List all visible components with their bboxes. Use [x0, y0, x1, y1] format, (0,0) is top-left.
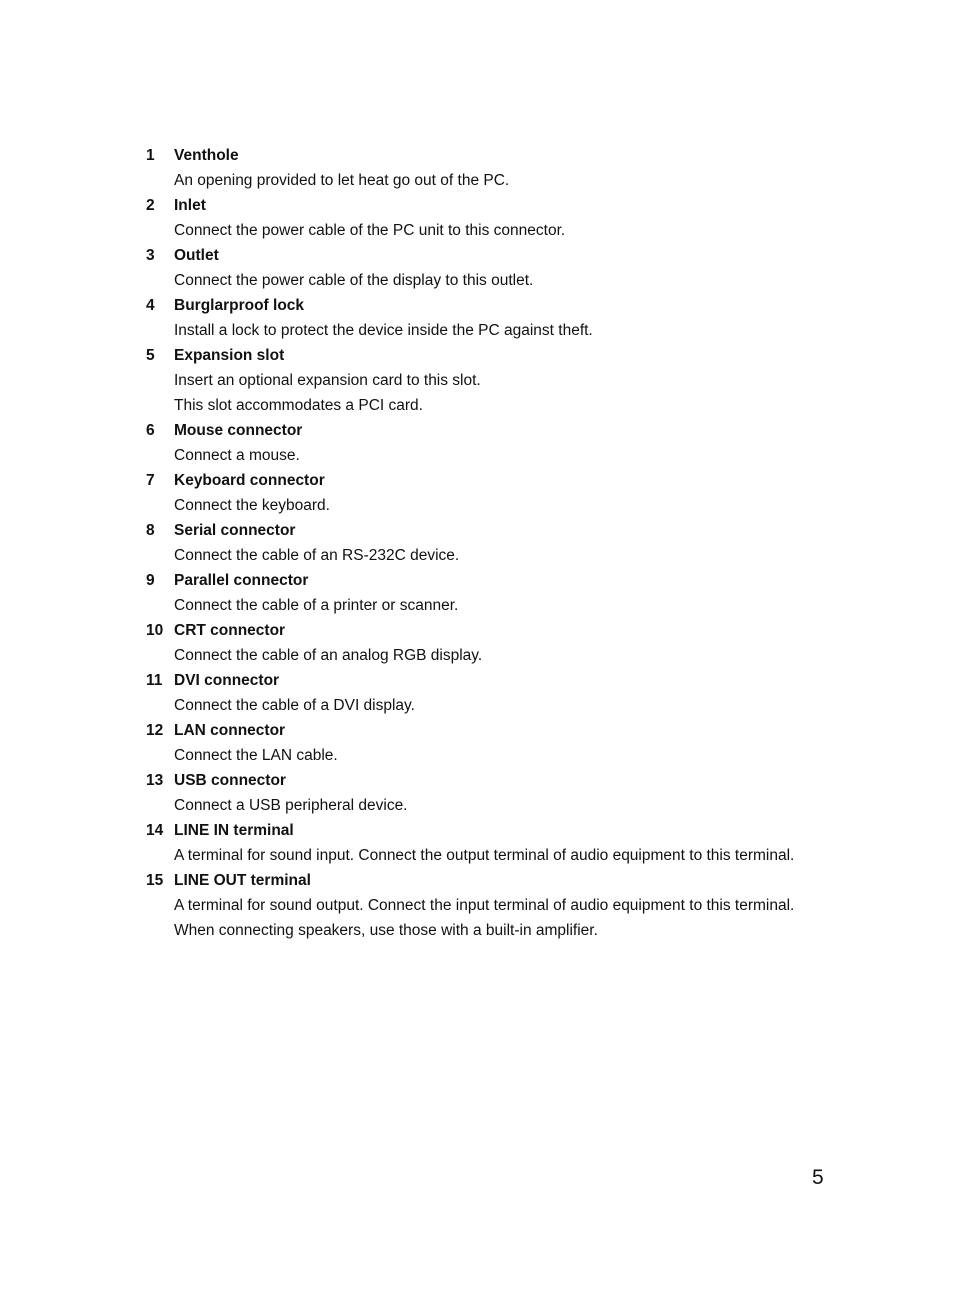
item-title: Burglarproof lock	[174, 297, 305, 314]
item-heading	[146, 193, 826, 218]
item-heading	[146, 468, 826, 493]
item-description: Connect the cable of an analog RGB display.	[174, 647, 483, 664]
item-description: Connect a USB peripheral device.	[174, 797, 408, 814]
item-description: Connect the LAN cable.	[174, 747, 338, 764]
list-item	[146, 868, 826, 943]
item-number: 7	[146, 472, 155, 489]
item-number: 3	[146, 247, 155, 264]
list-item	[146, 468, 826, 518]
item-number: 15	[146, 872, 164, 889]
item-title: Expansion slot	[174, 347, 285, 364]
item-title: LINE IN terminal	[174, 822, 294, 839]
item-heading	[146, 568, 826, 593]
item-heading	[146, 868, 826, 893]
item-heading	[146, 818, 826, 843]
item-heading	[146, 293, 826, 318]
item-title: Mouse connector	[174, 422, 303, 439]
item-title: USB connector	[174, 772, 286, 789]
item-heading	[146, 618, 826, 643]
item-heading	[146, 143, 826, 168]
connector-item-list	[146, 143, 826, 943]
item-title: LINE OUT terminal	[174, 872, 311, 889]
item-title: Serial connector	[174, 522, 296, 539]
list-item	[146, 718, 826, 768]
item-description: Connect the cable of a DVI display.	[174, 697, 415, 714]
item-number: 10	[146, 622, 164, 639]
item-description: Connect the power cable of the PC unit to this connector.	[174, 222, 566, 239]
item-heading	[146, 418, 826, 443]
item-number: 1	[146, 147, 155, 164]
item-description: Connect the cable of a printer or scanner.	[174, 597, 459, 614]
item-description: Connect the power cable of the display to this outlet.	[174, 272, 534, 289]
item-number: 12	[146, 722, 164, 739]
item-description: Connect the keyboard.	[174, 497, 330, 514]
item-description: A terminal for sound output. Connect the input terminal of audio equipment to this terminal.	[174, 897, 795, 914]
item-description: When connecting speakers, use those with a built-in amplifier.	[174, 922, 598, 939]
item-heading	[146, 668, 826, 693]
page-number: 5	[812, 1166, 824, 1189]
item-title: Outlet	[174, 247, 219, 264]
item-title: Inlet	[174, 197, 206, 214]
item-description: An opening provided to let heat go out of the PC.	[174, 172, 510, 189]
item-description: Connect the cable of an RS-232C device.	[174, 547, 460, 564]
item-description: This slot accommodates a PCI card.	[174, 397, 423, 414]
item-number: 4	[146, 297, 155, 314]
item-number: 9	[146, 572, 155, 589]
item-description: Install a lock to protect the device inside the PC against theft.	[174, 322, 593, 339]
list-item	[146, 668, 826, 718]
item-heading	[146, 768, 826, 793]
item-number: 6	[146, 422, 155, 439]
list-item	[146, 818, 826, 868]
item-title: Parallel connector	[174, 572, 309, 589]
item-heading	[146, 718, 826, 743]
item-number: 8	[146, 522, 155, 539]
item-heading	[146, 518, 826, 543]
item-heading	[146, 243, 826, 268]
list-item	[146, 768, 826, 818]
item-title: CRT connector	[174, 622, 286, 639]
item-number: 2	[146, 197, 155, 214]
list-item	[146, 143, 826, 193]
list-item	[146, 343, 826, 418]
list-item	[146, 243, 826, 293]
item-heading	[146, 343, 826, 368]
item-description: Connect a mouse.	[174, 447, 300, 464]
item-description: Insert an optional expansion card to this slot.	[174, 372, 481, 389]
item-description: A terminal for sound input. Connect the output terminal of audio equipment to this terminal.	[174, 847, 795, 864]
list-item	[146, 293, 826, 343]
list-item	[146, 568, 826, 618]
item-title: Keyboard connector	[174, 472, 325, 489]
item-number: 14	[146, 822, 164, 839]
item-number: 5	[146, 347, 155, 364]
item-title: DVI connector	[174, 672, 280, 689]
item-number: 13	[146, 772, 164, 789]
item-title: LAN connector	[174, 722, 286, 739]
list-item	[146, 193, 826, 243]
list-item	[146, 518, 826, 568]
item-title: Venthole	[174, 147, 239, 164]
list-item	[146, 618, 826, 668]
item-number: 11	[146, 672, 163, 689]
list-item	[146, 418, 826, 468]
